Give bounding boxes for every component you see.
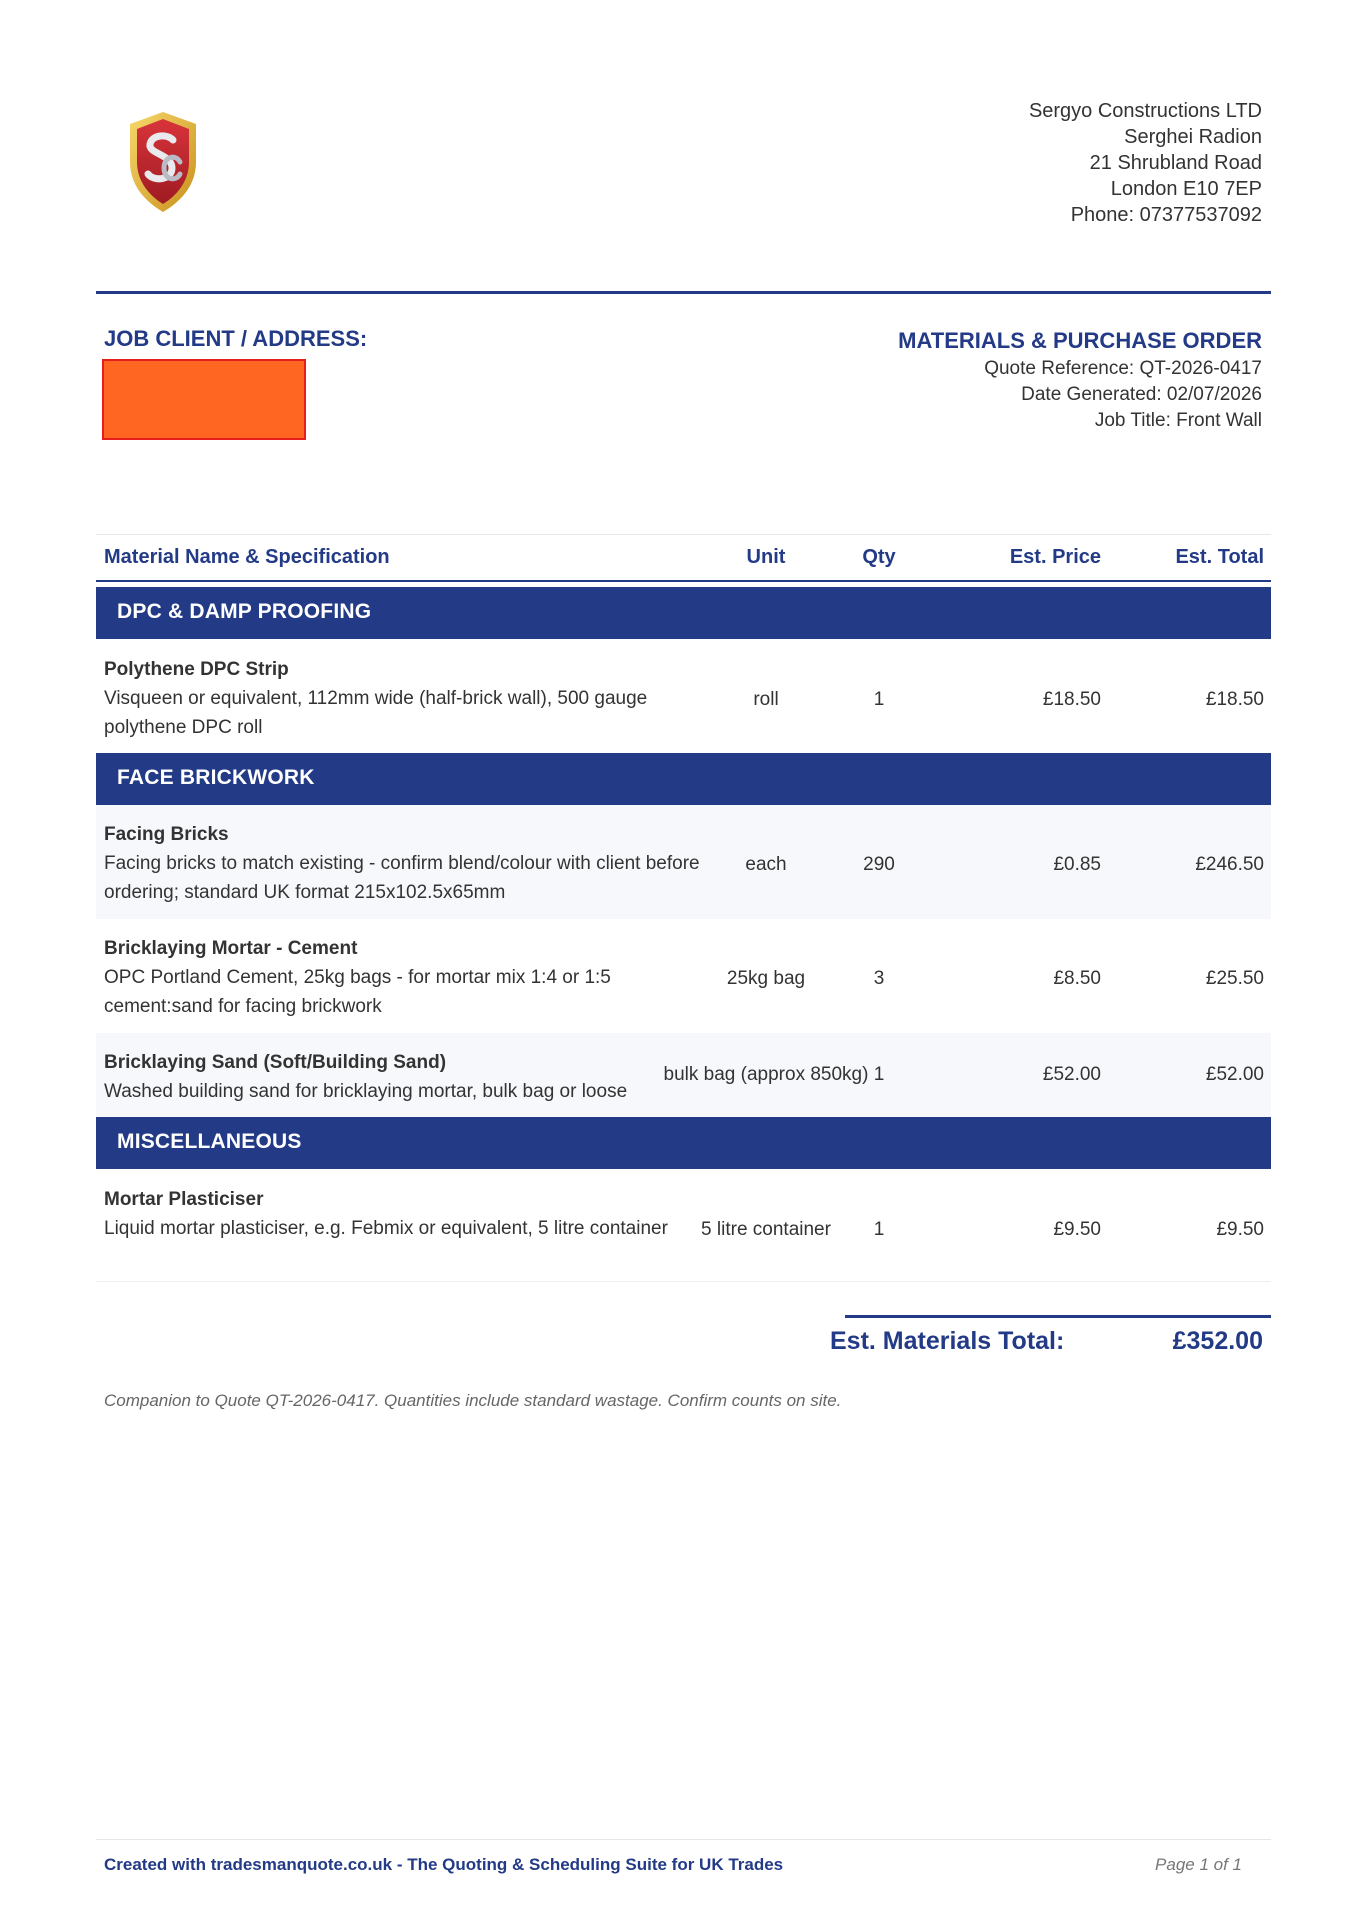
material-name: Polythene DPC Strip bbox=[104, 659, 289, 680]
material-price: £52.00 bbox=[1042, 1064, 1101, 1085]
company-address-line2: London E10 7EP bbox=[1110, 178, 1262, 200]
table-row bbox=[96, 639, 1271, 753]
total-divider bbox=[845, 1315, 1271, 1318]
material-qty: 3 bbox=[873, 968, 885, 989]
material-desc: Liquid mortar plasticiser, e.g. Febmix or equivalent, 5 litre container bbox=[104, 1218, 668, 1239]
material-qty: 1 bbox=[873, 689, 885, 710]
header-qty: Qty bbox=[862, 546, 896, 568]
material-unit: roll bbox=[753, 689, 779, 710]
company-name: Sergyo Constructions LTD bbox=[1028, 100, 1262, 122]
quote-reference: Quote Reference: QT-2026-0417 bbox=[984, 358, 1262, 379]
table-row bbox=[96, 1033, 1271, 1117]
section-header bbox=[96, 1117, 1271, 1169]
header-unit: Unit bbox=[746, 546, 786, 568]
header-divider bbox=[96, 291, 1271, 294]
material-qty: 1 bbox=[873, 1064, 885, 1085]
header-total: Est. Total bbox=[1175, 546, 1264, 568]
section-title: MISCELLANEOUS bbox=[117, 1130, 302, 1153]
company-phone: Phone: 07377537092 bbox=[1070, 204, 1262, 226]
table-row bbox=[96, 919, 1271, 1033]
material-total: £18.50 bbox=[1205, 689, 1264, 710]
table-row bbox=[96, 1169, 1271, 1283]
material-total: £52.00 bbox=[1205, 1064, 1264, 1085]
material-name: Bricklaying Mortar - Cement bbox=[104, 938, 358, 959]
material-total: £9.50 bbox=[1216, 1219, 1264, 1240]
job-title: Job Title: Front Wall bbox=[1094, 410, 1262, 431]
material-unit: 5 litre container bbox=[701, 1219, 831, 1240]
section-header bbox=[96, 587, 1271, 639]
document-title: MATERIALS & PURCHASE ORDER bbox=[898, 328, 1262, 353]
material-unit: 25kg bag bbox=[726, 968, 806, 989]
footer-divider bbox=[96, 1839, 1271, 1840]
footer-credit: Created with tradesmanquote.co.uk - The Quoting & Scheduling Suite for UK Trades bbox=[104, 1855, 784, 1874]
materials-total-value: £352.00 bbox=[1172, 1327, 1263, 1355]
material-price: £9.50 bbox=[1053, 1219, 1101, 1240]
page-number: Page 1 of 1 bbox=[1155, 1855, 1242, 1874]
material-total: £246.50 bbox=[1195, 854, 1264, 875]
material-price: £18.50 bbox=[1042, 689, 1101, 710]
company-address bbox=[1029, 98, 1262, 228]
section-title: FACE BRICKWORK bbox=[117, 766, 315, 789]
material-total: £25.50 bbox=[1205, 968, 1264, 989]
section-header bbox=[96, 753, 1271, 805]
client-address-label: JOB CLIENT / ADDRESS: bbox=[104, 326, 368, 351]
material-qty: 1 bbox=[873, 1219, 885, 1240]
table-header bbox=[96, 534, 1271, 582]
material-desc: Washed building sand for bricklaying mortar, bulk bag or loose bbox=[104, 1081, 628, 1102]
companion-note: Companion to Quote QT-2026-0417. Quantities include standard wastage. Confirm counts on site. bbox=[104, 1391, 842, 1410]
header-material: Material Name & Specification bbox=[104, 546, 390, 568]
table-bottom-rule bbox=[96, 1281, 1271, 1282]
material-desc: Facing bricks to match existing - confirm blend/colour with client before ordering; standard UK format 215x102.5x65mm bbox=[104, 853, 700, 903]
company-contact: Serghei Radion bbox=[1124, 126, 1262, 148]
material-name: Mortar Plasticiser bbox=[104, 1189, 264, 1210]
material-price: £8.50 bbox=[1053, 968, 1101, 989]
material-desc: Visqueen or equivalent, 112mm wide (half-brick wall), 500 gauge polythene DPC roll bbox=[104, 688, 648, 738]
materials-total-label: Est. Materials Total: bbox=[830, 1327, 1065, 1355]
header-price: Est. Price bbox=[1009, 546, 1101, 568]
material-name: Bricklaying Sand (Soft/Building Sand) bbox=[104, 1052, 447, 1073]
client-address-redaction bbox=[102, 359, 306, 440]
material-desc: OPC Portland Cement, 25kg bags - for mortar mix 1:4 or 1:5 cement:sand for facing brickwork bbox=[104, 967, 611, 1017]
document-meta bbox=[898, 326, 1262, 434]
table-row bbox=[96, 805, 1271, 919]
section-title: DPC & DAMP PROOFING bbox=[117, 600, 372, 623]
company-logo bbox=[128, 110, 198, 214]
date-generated: Date Generated: 02/07/2026 bbox=[1021, 384, 1262, 405]
material-price: £0.85 bbox=[1053, 854, 1101, 875]
material-name: Facing Bricks bbox=[104, 824, 229, 845]
material-qty: 290 bbox=[863, 854, 895, 875]
material-unit: bulk bag (approx 850kg) bbox=[663, 1064, 869, 1085]
company-address-line1: 21 Shrubland Road bbox=[1089, 152, 1262, 174]
material-unit: each bbox=[745, 854, 787, 875]
